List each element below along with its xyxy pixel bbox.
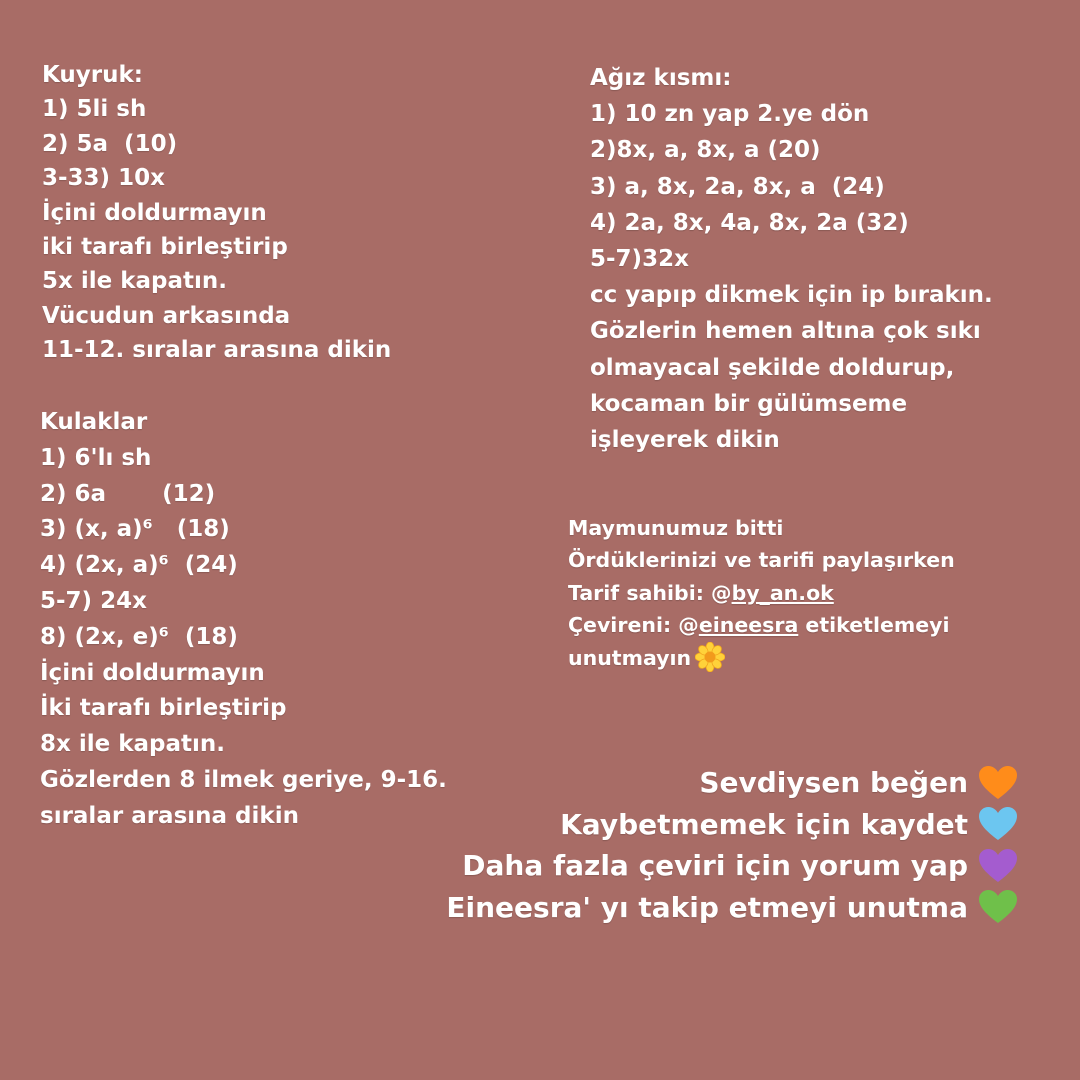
tail-row: İçini doldurmayın	[42, 199, 267, 226]
mouth-row: 1) 10 zn yap 2.ye dön	[590, 101, 870, 128]
mouth-row: 2)8x, a, 8x, a (20)	[590, 137, 821, 164]
sunflower-icon	[695, 642, 725, 672]
mouth-row: işleyerek dikin	[590, 427, 780, 454]
cta-like-text: Sevdiysen beğen	[699, 766, 968, 799]
cta-follow-line	[446, 887, 1018, 929]
cta-comment-text: Daha fazla çeviri için yorum yap	[462, 849, 968, 882]
mouth-row: 3) a, 8x, 2a, 8x, a (24)	[590, 173, 885, 200]
ears-row: 8) (2x, e)⁶ (18)	[40, 623, 238, 650]
finish-last-line	[568, 642, 955, 674]
mouth-section	[590, 60, 993, 458]
recipe-owner-line	[568, 577, 955, 609]
recipe-owner-mention[interactable]: by_an.ok	[731, 580, 834, 605]
tail-row: 5x ile kapatın.	[42, 268, 228, 295]
ears-row: İçini doldurmayın	[40, 659, 265, 686]
finish-note	[568, 512, 955, 674]
finish-last-text: unutmayın	[568, 645, 692, 670]
finish-line: Maymunumuz bitti	[568, 516, 784, 540]
mouth-row: kocaman bir gülümseme	[590, 390, 908, 417]
mouth-row: cc yapıp dikmek için ip bırakın.	[590, 282, 993, 309]
purple-heart-icon	[978, 848, 1018, 884]
ears-row: 3) (x, a)⁶ (18)	[40, 516, 230, 543]
mouth-row: Gözlerin hemen altına çok sıkı	[590, 318, 981, 345]
translator-line	[568, 609, 955, 641]
green-heart-icon	[978, 889, 1018, 925]
tail-title: Kuyruk:	[42, 62, 143, 88]
tail-section	[42, 58, 391, 368]
recipe-owner-label: Tarif sahibi: @	[568, 580, 732, 605]
ears-row: 1) 6'lı sh	[40, 444, 152, 471]
tail-row: iki tarafı birleştirip	[42, 234, 288, 261]
mouth-row: olmayacal şekilde doldurup,	[590, 354, 955, 381]
ears-row: 8x ile kapatın.	[40, 731, 226, 758]
ears-row: 2) 6a (12)	[40, 480, 216, 507]
mouth-title: Ağız kısmı:	[590, 65, 732, 91]
cta-like-line	[446, 762, 1018, 804]
ears-row: Gözlerden 8 ilmek geriye, 9-16.	[40, 766, 447, 793]
translator-label: Çevireni: @	[568, 613, 699, 638]
translator-suffix: etiketlemeyi	[798, 613, 950, 638]
mouth-row: 5-7)32x	[590, 246, 689, 273]
call-to-action	[446, 762, 1018, 928]
ears-row: 4) (2x, a)⁶ (24)	[40, 552, 238, 579]
cta-save-line	[446, 804, 1018, 846]
translator-mention[interactable]: eineesra	[698, 613, 799, 638]
ears-row: 5-7) 24x	[40, 587, 147, 614]
ears-row: İki tarafı birleştirip	[40, 695, 287, 722]
tail-row: 1) 5li sh	[42, 96, 147, 123]
ears-title: Kulaklar	[40, 409, 148, 435]
cta-comment-line	[446, 845, 1018, 887]
cta-follow-text: Eineesra' yı takip etmeyi unutma	[446, 890, 968, 924]
blue-heart-icon	[978, 806, 1018, 842]
ears-section	[40, 405, 447, 835]
finish-line: Ördüklerinizi ve tarifi paylaşırken	[568, 548, 955, 573]
cta-save-text: Kaybetmemek için kaydet	[560, 807, 968, 841]
mouth-row: 4) 2a, 8x, 4a, 8x, 2a (32)	[590, 209, 909, 236]
tail-row: 11-12. sıralar arasına dikin	[42, 337, 392, 364]
tail-row: 2) 5a (10)	[42, 130, 178, 157]
tail-row: Vücudun arkasında	[42, 302, 291, 329]
tail-row: 3-33) 10x	[42, 165, 165, 192]
orange-heart-icon	[978, 765, 1018, 801]
ears-row: sıralar arasına dikin	[40, 802, 299, 829]
